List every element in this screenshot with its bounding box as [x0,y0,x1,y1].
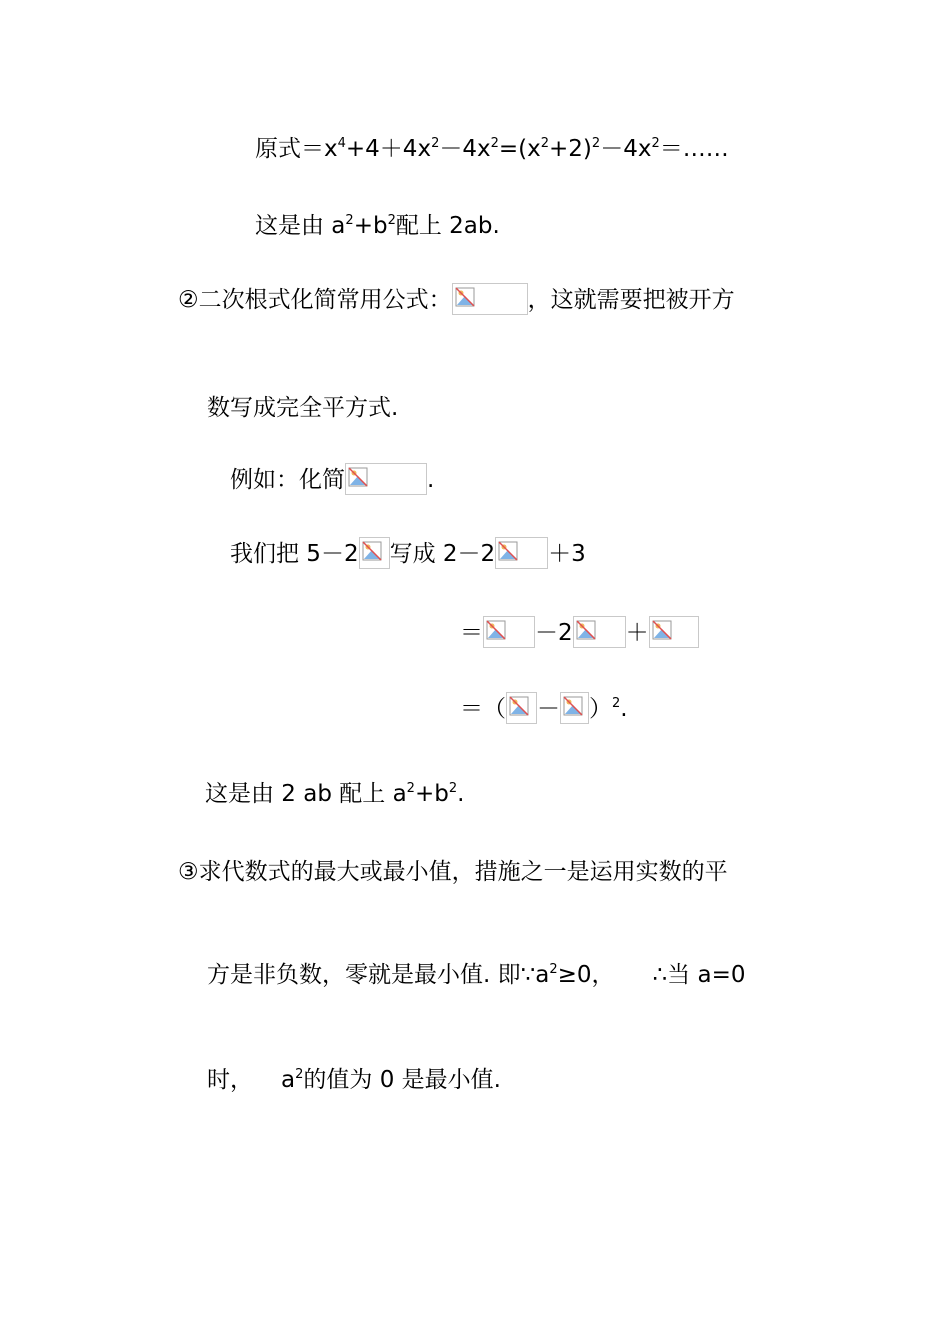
text-line-9: 这是由 2 ab 配上 $a^2+b^2$. [205,781,465,807]
equation-line-1: 原式$=x^4+4+4x^2-4x^2=(x^2+2)^2-4x^2=\dots\dots$ [255,136,729,162]
formula-image [452,283,528,315]
broken-image-icon [455,287,475,307]
formula-image [506,692,537,724]
broken-image-icon [563,696,583,716]
formula-image [359,537,390,569]
broken-image-icon [362,541,382,561]
text-line-2: 这是由 $a^2+b^2$配上 2ab. [255,213,500,239]
text-line-4: 数写成完全平方式. [207,395,399,421]
text-line-3: ②二次根式化简常用公式： ，这就需要把被开方 [178,283,735,315]
text-line-8: ＝（ － ）$^2$. [460,692,628,724]
broken-image-icon [652,620,672,640]
broken-image-icon [348,467,368,487]
broken-image-icon [486,620,506,640]
text-line-11: 方是非负数，零就是最小值. 即$\because a^2\ge 0$， ∴当 a=0 [207,962,746,988]
formula-image [560,692,589,724]
text-line-7: ＝ －2 ＋ [460,616,699,648]
text-line-10: ③求代数式的最大或最小值，措施之一是运用实数的平 [178,859,728,885]
broken-image-icon [509,696,529,716]
formula-image [483,616,535,648]
broken-image-icon [576,620,596,640]
formula-image [345,463,427,495]
text-line-12: 时， $a^2$的值为 0 是最小值. [207,1067,501,1093]
formula-image [573,616,626,648]
broken-image-icon [498,541,518,561]
formula-image [649,616,699,648]
text-line-6: 我们把 5－2 写成 2－2 ＋3 [230,537,586,569]
text-line-5: 例如：化简 . [230,463,434,495]
formula-image [495,537,548,569]
